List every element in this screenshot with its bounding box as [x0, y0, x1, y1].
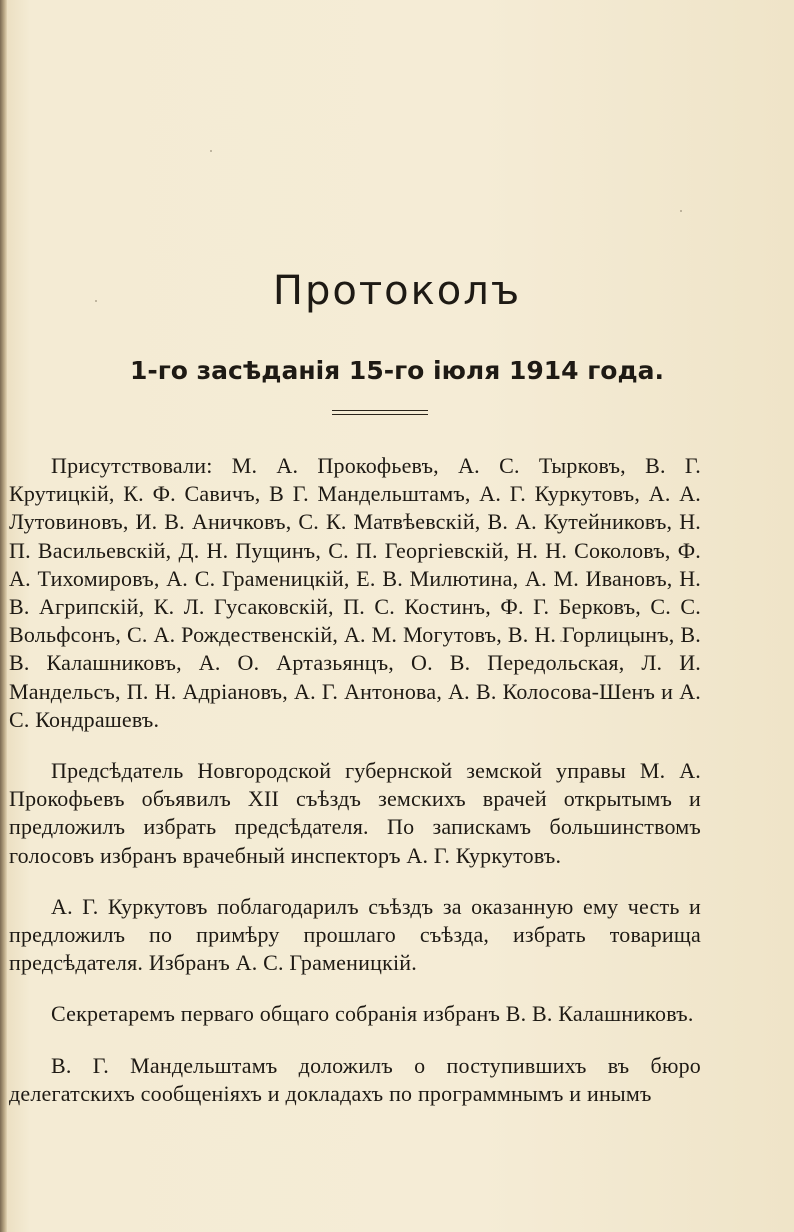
paper-speck	[210, 150, 212, 152]
opening-paragraph: Предсѣдатель Новгородской губернской земской управы М. А. Прокофьевъ объявилъ XII съѣздъ земскихъ врачей открытымъ и предложилъ избрать предсѣдателя. По запискамъ большинствомъ голосовъ избранъ врачебный инспекторъ А. Г. Куркутовъ.	[9, 758, 701, 868]
attendees-paragraph: Присутствовали: М. А. Прокофьевъ, А. С. Тырковъ, В. Г. Крутицкій, К. Ф. Савичъ, В Г. Мандельштамъ, А. Г. Куркутовъ, А. А. Лутовиновъ, И. В. Аничковъ, С. К. Матвѣевскій, В. А. Кутейниковъ, Н. П. Васильевскій, Д. Н. Пущинъ, С. П. Георгіевскій, Н. Н. Соколовъ, Ф. А. Тихомировъ, А. С. Граменицкій, Е. В. Милютина, А. М. Ивановъ, Н. В. Агрипскій, К. Л. Гусаковскій, П. С. Костинъ, Ф. Г. Берковъ, С. С. Вольфсонъ, С. А. Рождественскій, А. М. Могутовъ, В. Н. Горлицынъ, В. В. Калашниковъ, А. О. Артазьянцъ, О. В. Передольская, Л. И. Мандельсъ, П. Н. Адріановъ, А. Г. Антонова, А. В. Колосова-Шенъ и А. С. Кондрашевъ.	[9, 453, 701, 732]
paper-speck	[680, 210, 682, 212]
page-subtitle: 1-го засѣданія 15-го іюля 1914 года.	[129, 356, 665, 385]
title-divider	[332, 410, 428, 411]
page-binding-edge	[0, 0, 7, 1232]
report-paragraph: В. Г. Мандельштамъ доложилъ о поступившихъ въ бюро делегатскихъ сообщеніяхъ и докладахъ по программнымъ и инымъ	[9, 1052, 701, 1106]
deputy-election-paragraph: А. Г. Куркутовъ поблагодарилъ съѣздъ за оказанную ему честь и предложилъ по примѣру прошлаго съѣзда, избрать товарища предсѣдателя. Избранъ А. С. Граменицкій.	[9, 893, 701, 976]
title-divider	[332, 414, 428, 415]
page-title: Протоколъ	[272, 268, 522, 314]
protocol-body	[9, 452, 701, 1131]
secretary-paragraph: Секретаремъ перваго общаго собранія избранъ В. В. Калашниковъ.	[51, 1001, 694, 1027]
